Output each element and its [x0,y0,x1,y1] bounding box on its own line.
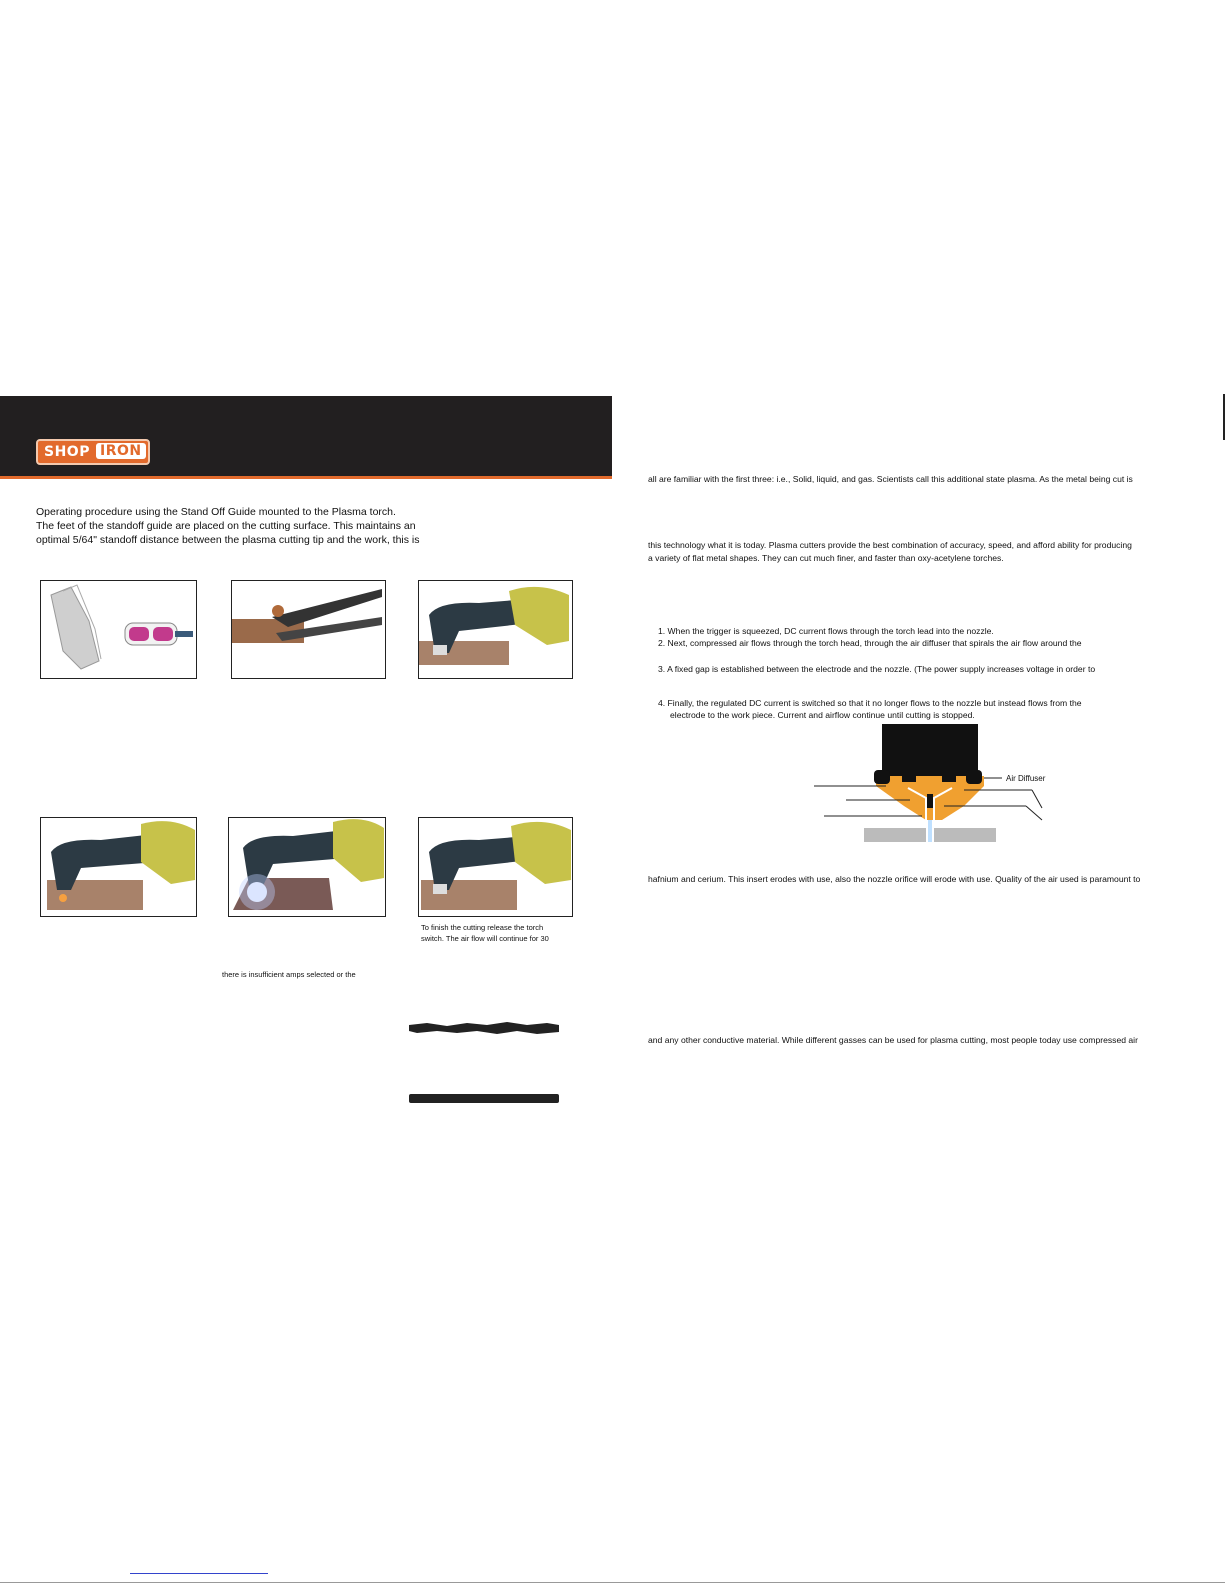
logo-part2: IRON [96,443,146,459]
insufficient-caption: there is insufficient amps selected or the [222,970,356,979]
step-2: 2. Next, compressed air flows through the torch head, through the air diffuser that spirals the air flow around the [658,638,1082,648]
gloves-goggles-photo [40,580,197,679]
right-para-2-line-1: this technology what it is today. Plasma cutters provide the best combination of accuracy, speed, and afford ability for producing [648,540,1132,550]
right-para-4: and any other conductive material. While different gasses can be used for plasma cutting, most people today use compressed air [648,1035,1138,1045]
clean-cut-photo [408,1091,560,1102]
right-para-3: hafnium and cerium. This insert erodes with use, also the nozzle orifice will erode with use. Quality of the air used is paramount to [648,874,1141,884]
torch-photo-3 [418,817,573,917]
plasma-torch-diagram [814,724,1064,854]
finish-caption-line-1: To finish the cutting release the torch [421,923,544,932]
torch-arc-photo [228,817,386,917]
shop-iron-logo [36,439,150,465]
torch-photo-1 [418,580,573,679]
intro-line-2: The feet of the standoff guide are placed on the cutting surface. This maintains an [36,520,416,532]
header-band [0,396,612,478]
step-4-line-2: electrode to the work piece. Current and airflow continue until cutting is stopped. [670,710,975,720]
step-1: 1. When the trigger is squeezed, DC current flows through the torch lead into the nozzle. [658,626,994,636]
right-para-2-line-2: a variety of flat metal shapes. They can cut much finer, and faster than oxy-acetylene torches. [648,553,1004,563]
intro-line-3: optimal 5/64" standoff distance between the plasma cutting tip and the work, this is [36,534,420,546]
step-3: 3. A fixed gap is established between the electrode and the nozzle. (The power supply increases voltage in order to [658,664,1096,674]
header-accent-rule [0,476,612,479]
step-4-line-1: 4. Finally, the regulated DC current is switched so that it no longer flows to the nozzle but instead flows from the [658,698,1082,708]
bottom-rule [0,1582,1225,1583]
finish-caption-line-2: switch. The air flow will continue for 30 [421,934,549,943]
torch-photo-2 [40,817,197,917]
footer-link-underline[interactable] [130,1573,268,1574]
ground-clamp-photo [231,580,386,679]
intro-line-1: Operating procedure using the Stand Off Guide mounted to the Plasma torch. [36,506,396,518]
logo-part1: SHOP [44,444,90,460]
air-diffuser-label: Air Diffuser [1006,774,1046,783]
right-para-1: all are familiar with the first three: i.e., Solid, liquid, and gas. Scientists call this additional state plasma. As the metal being cut is [648,474,1133,484]
rough-cut-photo [407,1021,561,1035]
